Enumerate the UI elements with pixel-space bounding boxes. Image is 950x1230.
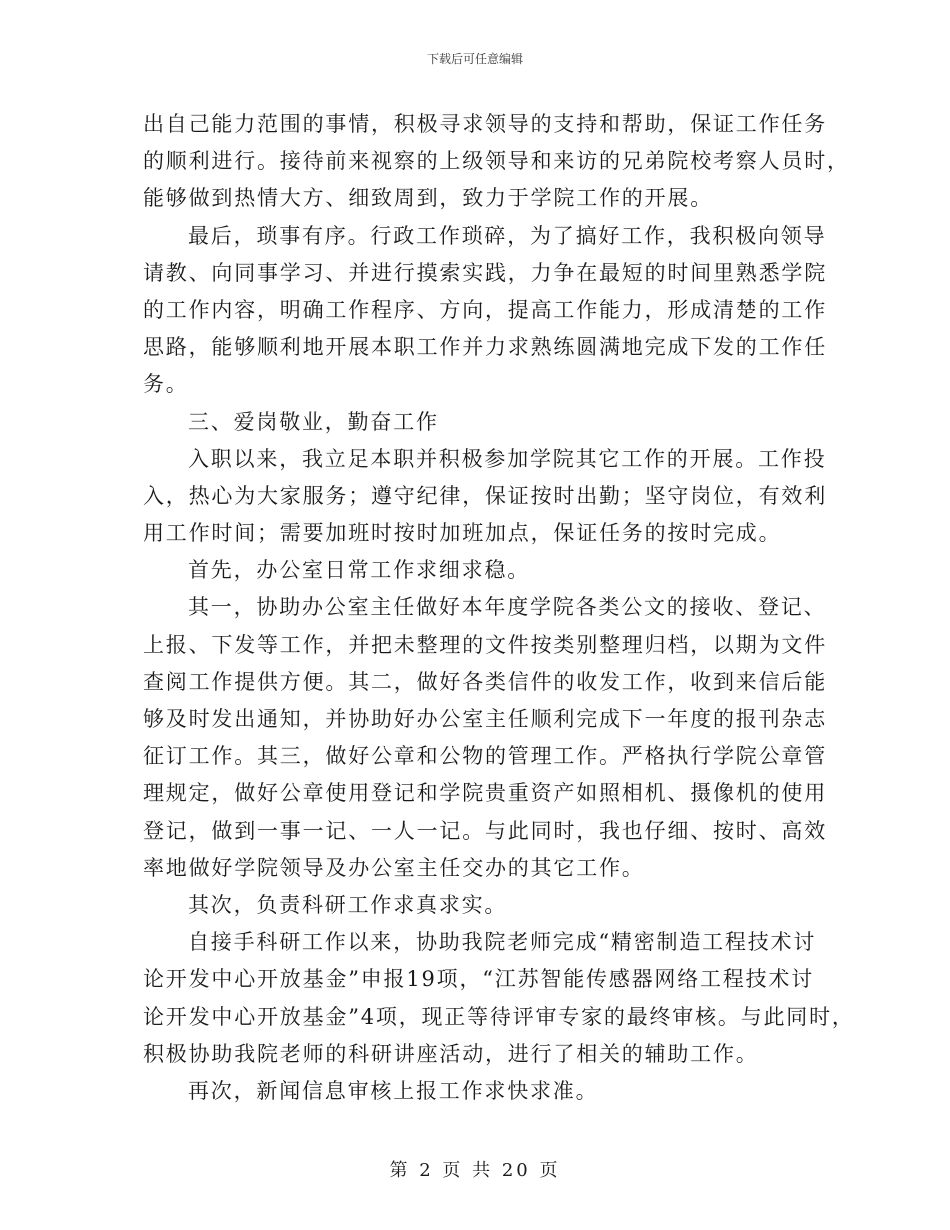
- text-line: 的顺利进行。接待前来视察的上级领导和来访的兄弟院校考察人员时，: [143, 149, 850, 174]
- document-body: [143, 106, 855, 1110]
- text-line: 出自己能力范围的事情，积极寻求领导的支持和帮助，保证工作任务: [143, 112, 827, 136]
- paragraph-start: 其一，协助办公室主任做好本年度学院各类公文的接收、登记、: [188, 595, 827, 620]
- text-line: 登记，做到一事一记、一人一记。与此同时，我也仔细、按时、高效: [143, 818, 827, 843]
- text-line: 入，热心为大家服务；遵守纪律，保证按时出勤；坚守岗位，有效利: [143, 483, 827, 508]
- text-line: 能够做到热情大方、细致周到，致力于学院工作的开展。: [143, 186, 713, 211]
- paragraph-start: 最后，琐事有序。行政工作琐碎，为了搞好工作，我积极向领导: [188, 223, 827, 248]
- text-line: 思路，能够顺利地开展本职工作并力求熟练圆满地完成下发的工作任: [143, 335, 827, 360]
- text-line: 论开发中心开放基金”申报19项，“江苏智能传感器网络工程技术讨: [143, 967, 814, 992]
- text-line: 理规定，做好公章使用登记和学院贵重资产如照相机、摄像机的使用: [143, 781, 827, 806]
- text-line: 积极协助我院老师的科研讲座活动，进行了相关的辅助工作。: [143, 1041, 759, 1066]
- text-line: 上报、下发等工作，并把未整理的文件按类别整理归档，以期为文件: [143, 632, 827, 657]
- text-line: 论开发中心开放基金”4项，现正等待评审专家的最终审核。与此同时，: [143, 1004, 855, 1029]
- text-line: 的工作内容，明确工作程序、方向，提高工作能力，形成清楚的工作: [143, 297, 827, 322]
- paragraph-start: 自接手科研工作以来，协助我院老师完成“精密制造工程技术讨: [188, 930, 817, 955]
- text-line: 率地做好学院领导及办公室主任交办的其它工作。: [143, 855, 645, 880]
- page-header: 下载后可任意编辑: [426, 52, 523, 66]
- section-heading: 三、爱岗敬业，勤奋工作: [188, 409, 439, 434]
- paragraph-start: 再次，新闻信息审核上报工作求快求准。: [188, 1078, 599, 1103]
- text-line: 够及时发出通知，并协助好办公室主任顺利完成下一年度的报刊杂志: [143, 707, 827, 731]
- text-line: 用工作时间；需要加班时按时加班加点，保证任务的按时完成。: [143, 521, 782, 546]
- paragraph-start: 首先，办公室日常工作求细求稳。: [188, 558, 530, 583]
- paragraph-start: 入职以来，我立足本职并积极参加学院其它工作的开展。工作投: [188, 446, 827, 471]
- text-line: 查阅工作提供方便。其二，做好各类信件的收发工作，收到来信后能: [143, 669, 827, 694]
- page-number: 第 2 页 共 20 页: [389, 1160, 561, 1181]
- text-line: 征订工作。其三，做好公章和公物的管理工作。严格执行学院公章管: [143, 744, 827, 769]
- paragraph-start: 其次，负责科研工作求真求实。: [188, 892, 508, 917]
- text-line: 务。: [143, 372, 189, 397]
- text-line: 请教、向同事学习、并进行摸索实践，力争在最短的时间里熟悉学院: [143, 260, 827, 285]
